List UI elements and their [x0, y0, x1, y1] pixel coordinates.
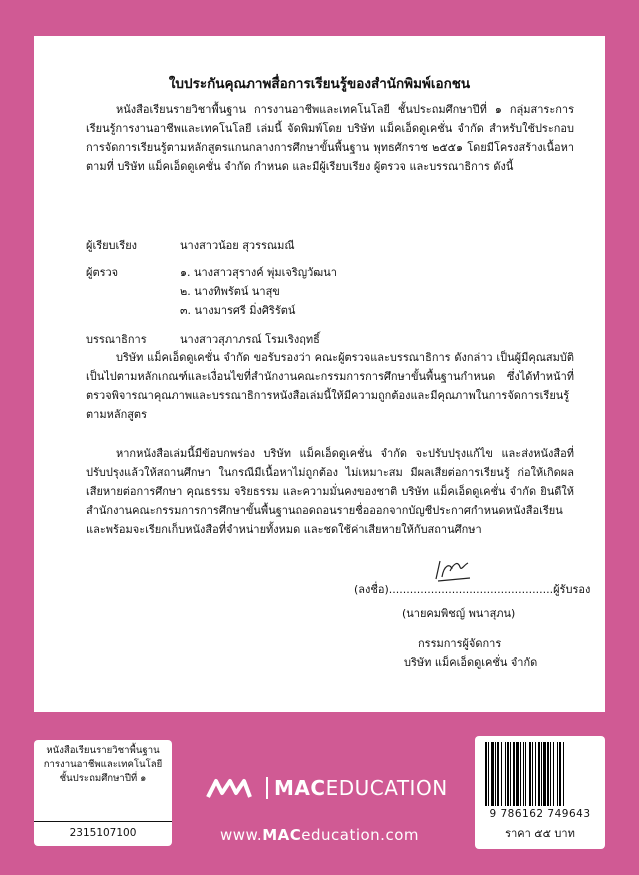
barcode-bar — [523, 742, 524, 806]
barcode-bar — [505, 742, 506, 806]
barcode-bar — [541, 742, 542, 806]
book-code: 2315107100 — [34, 821, 172, 840]
author-name: นางสาวน้อย สุวรรณมณี — [180, 239, 295, 252]
reviewer-3: ๓. นางมารศรี มิ่งศิริรัตน์ — [180, 304, 296, 317]
barcode-bar — [501, 742, 502, 806]
editor-label: บรรณาธิการ — [86, 333, 147, 346]
book-grade-line: ชั้นประถมศึกษาปีที่ ๑ — [59, 773, 147, 784]
signature-line: (ลงชื่อ)...............................................ผู้รับรอง — [354, 583, 591, 596]
author-label: ผู้เรียบเรียง — [86, 239, 138, 252]
barcode-bar — [557, 742, 558, 806]
barcode-bar — [563, 742, 564, 806]
barcode-bar — [513, 742, 515, 806]
signer-company: บริษัท แม็คเอ็ดดูเคชั่น จำกัด — [404, 656, 538, 669]
website-prefix: www. — [220, 826, 263, 844]
reviewer-2: ๒. นางทิพรัตน์ นาสุข — [180, 285, 280, 298]
barcode-bar — [507, 742, 509, 806]
liability-paragraph: หากหนังสือเล่มนี้มีข้อบกพร่อง บริษัท แม็คเอ็ดดูเคชั่น จำกัด จะปรับปรุงแก้ไข และส่งหนังสือที่ปรับปรุงแล้วให้สถานศึกษา ในกรณีมีเนื้อหาไม่ถูกต้อง ไม่เหมาะสม มีผลเสียต่อการเรียนรู้ ก่อให้เกิดผลเสียหายต่อการศึกษา คุณธรรม จริยธรรม และความมั่นคงของชาติ บริษัท แม็คเอ็ดดูเคชั่น จำกัด ยินดีให้สำนักงานคณะกรรมการการศึกษาขั้นพื้นฐานถอดถอนรายชื่อออกจากบัญชีประกาศกำหนดหนังสือเรียน และพร้อมจะเรียกเก็บหนังสือที่จำหน่ายทั้งหมด และชดใช้ค่าเสียหายให้กับสถานศึกษา — [86, 447, 574, 536]
barcode-bar — [525, 742, 526, 806]
logo-suffix: EDUCATION — [325, 776, 448, 800]
barcode-bar — [543, 742, 546, 806]
intro-paragraph: หนังสือเรียนรายวิชาพื้นฐาน การงานอาชีพและเทคโนโลยี ชั้นประถมศึกษาปีที่ ๑ กลุ่มสาระการเรียนรู้การงานอาชีพและเทคโนโลยี เล่มนี้ จัดพิมพ์โดย บริษัท แม็คเอ็ดดูเคชั่น จำกัด สำหรับใช้ประกอบการจัดการเรียนรู้ตามหลักสูตรแกนกลางการศึกษาขั้นพื้นฐาน พุทธศักราช ๒๕๕๑ โดยมีโครงสร้างเนื้อหาตามที่ บริษัท แม็คเอ็ดดูเคชั่น จำกัด กำหนด และมีผู้เรียบเรียง ผู้ตรวจ และบรรณาธิการ ดังนี้ — [86, 103, 574, 173]
certification-paragraph: บริษัท แม็คเอ็ดดูเคชั่น จำกัด ขอรับรองว่า คณะผู้ตรวจและบรรณาธิการ ดังกล่าว เป็นผู้มีคุณสมบัติเป็นไปตามหลักเกณฑ์และเงื่อนไขที่สำนักงานคณะกรรมการการศึกษาขั้นพื้นฐานกำหนด ซึ่งได้ทำหน้าที่ตรวจพิจารณาคุณภาพและบรรณาธิการหนังสือเล่มนี้ให้มีความถูกต้องและมีคุณภาพในการจัดการเรียนรู้ตามหลักสูตร — [86, 351, 574, 421]
barcode-bar — [553, 742, 554, 806]
barcode-bar — [559, 742, 561, 806]
certificate-title: ใบประกันคุณภาพสื่อการเรียนรู้ของสำนักพิมพ์เอกชน — [168, 76, 471, 92]
reviewer-label: ผู้ตรวจ — [86, 266, 119, 279]
barcode-bar — [488, 742, 489, 806]
logo-divider — [266, 777, 268, 799]
barcode-price-box — [475, 736, 605, 849]
barcode-bar — [529, 742, 531, 806]
barcode-bar — [510, 742, 511, 806]
barcode-bar — [485, 742, 487, 806]
website-brand: MAC — [262, 826, 302, 844]
barcode-bar — [550, 742, 551, 806]
signer-title: กรรมการผู้จัดการ — [418, 637, 502, 650]
barcode-bar — [535, 742, 536, 806]
barcode-bar — [520, 742, 521, 806]
mac-logo-icon — [206, 777, 258, 799]
barcode-bar — [547, 742, 549, 806]
book-course-line: การงานอาชีพและเทคโนโลยี — [43, 759, 163, 770]
barcode-bar — [532, 742, 533, 806]
price-label: ราคา ๕๕ บาท — [505, 827, 575, 840]
website-domain: education.com — [301, 826, 419, 844]
certificate-page — [34, 36, 605, 712]
book-subject-line: หนังสือเรียนรายวิชาพื้นฐาน — [46, 745, 160, 756]
barcode-bar — [491, 742, 494, 806]
barcode-bar — [516, 742, 519, 806]
signer-name: (นายคมพิชญ์ พนาสุภน) — [402, 607, 516, 620]
mac-education-logo — [206, 776, 448, 800]
barcode-bar — [497, 742, 499, 806]
barcode-bar — [495, 742, 496, 806]
isbn-number: 9 786162 749643 — [489, 808, 591, 820]
logo-prefix: MAC — [274, 776, 326, 800]
isbn-barcode — [483, 742, 597, 806]
barcode-bar — [538, 742, 540, 806]
reviewer-1: ๑. นางสาวสุรางค์ พุ่มเจริญวัฒนา — [180, 266, 337, 279]
editor-name: นางสาวสุภาภรณ์ โรมเริงฤทธิ์ — [180, 333, 320, 346]
